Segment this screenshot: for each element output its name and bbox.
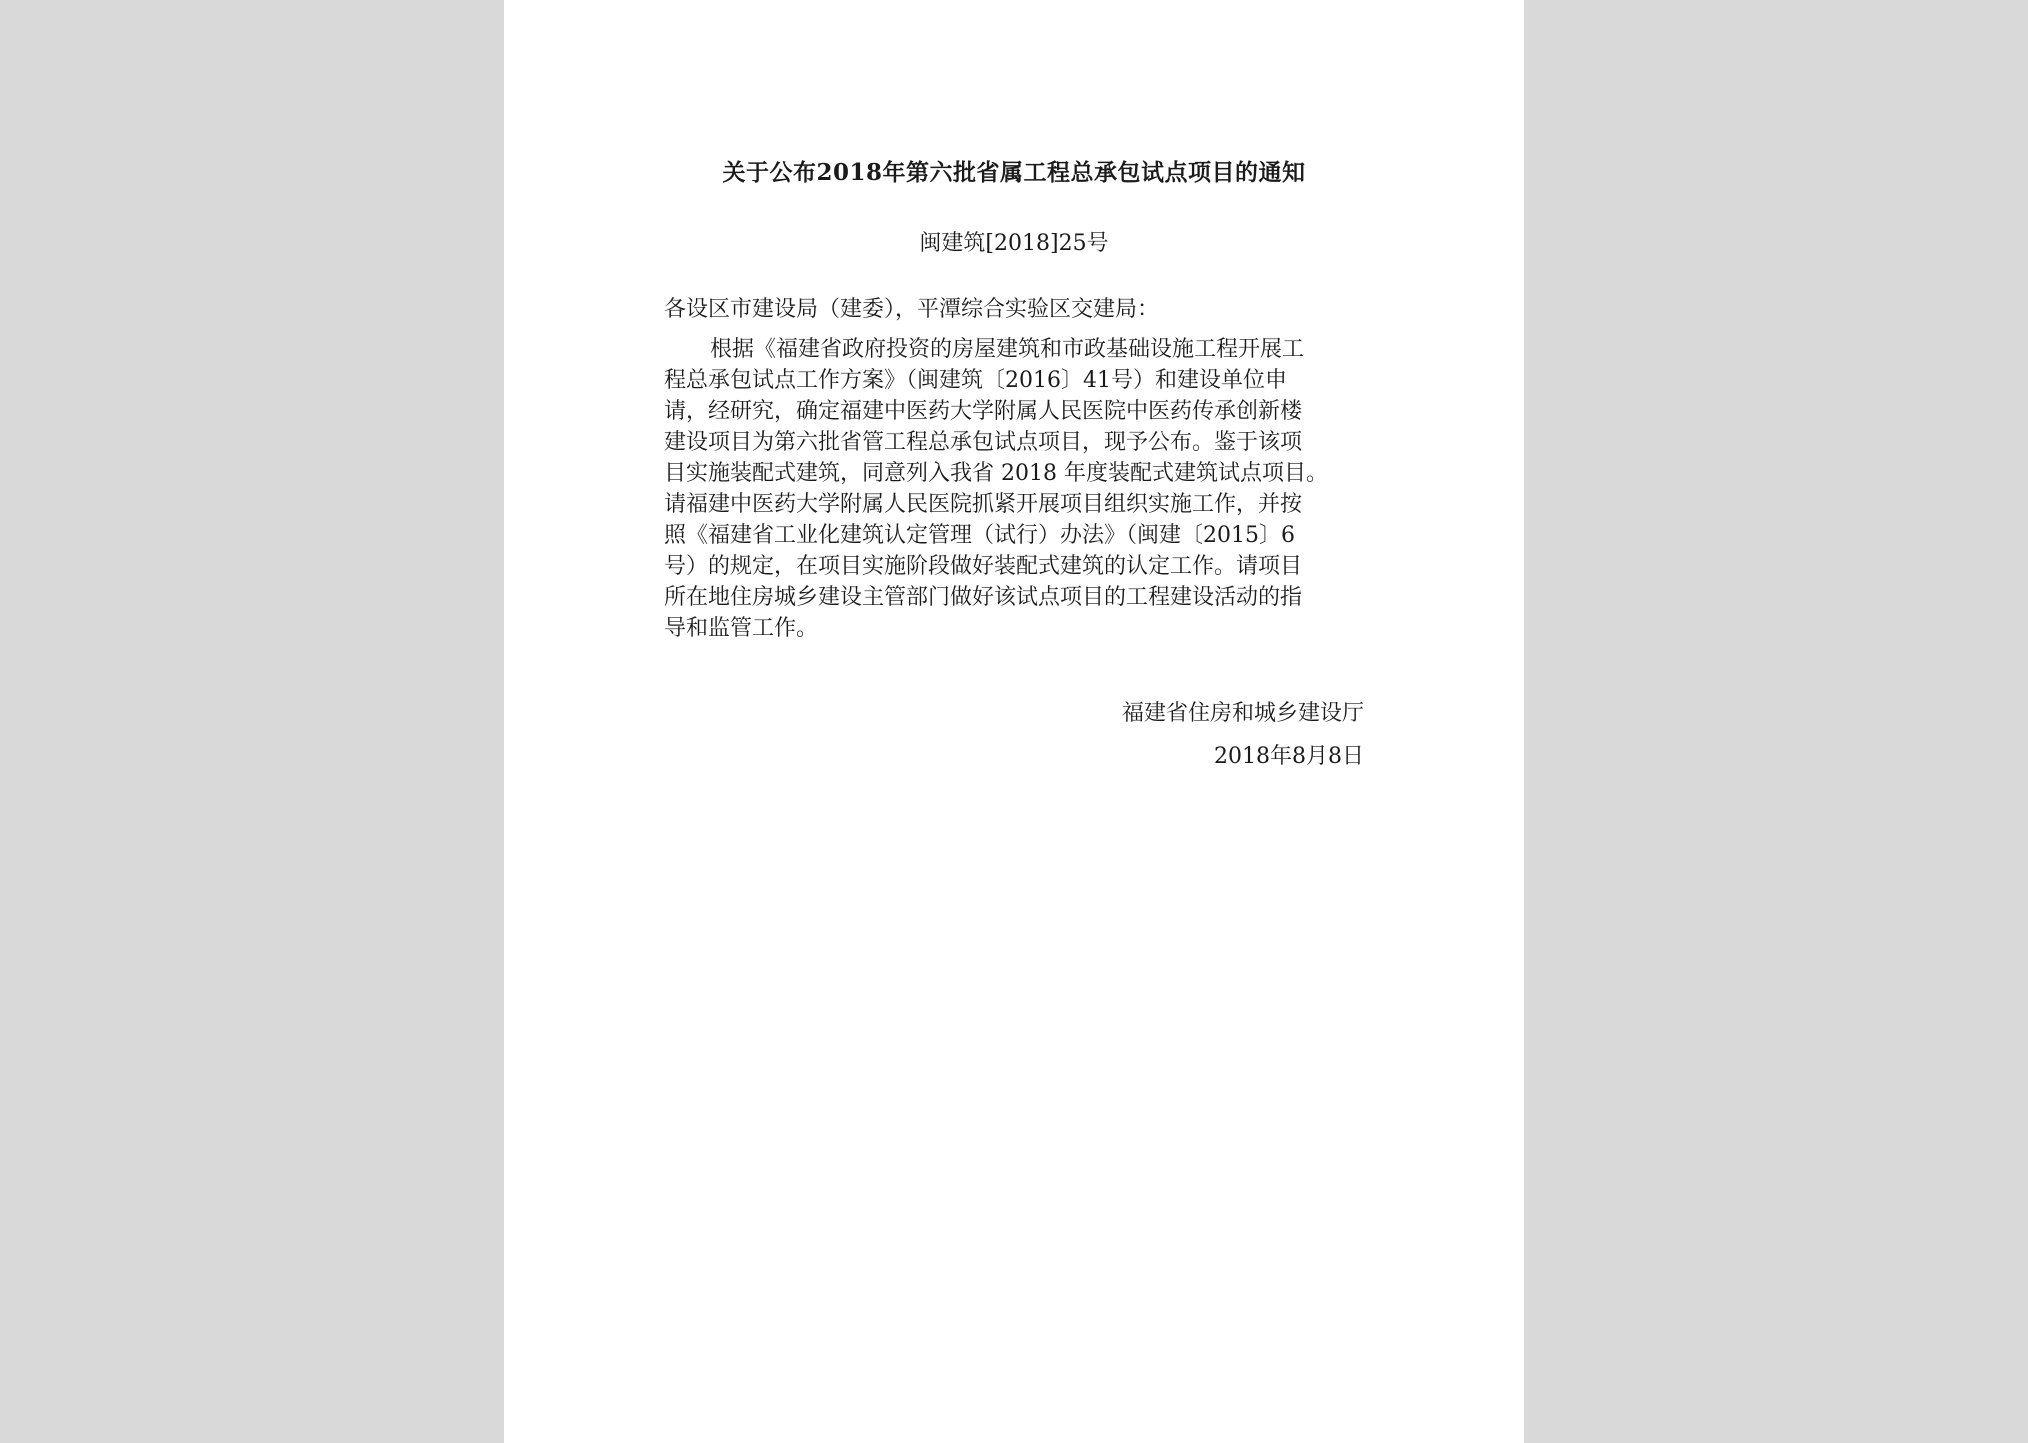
body-line: 请福建中医药大学附属人民医院抓紧开展项目组织实施工作，并按 <box>664 492 1303 517</box>
body-line: 请，经研究，确定福建中医药大学附属人民医院中医药传承创新楼 <box>664 399 1303 424</box>
body-text <box>664 334 1384 644</box>
body-line: 号）的规定，在项目实施阶段做好装配式建筑的认定工作。请项目 <box>664 554 1303 579</box>
document-page <box>504 0 1524 1443</box>
document-title: 关于公布2018年第六批省属工程总承包试点项目的通知 <box>722 159 1306 186</box>
body-line: 所在地住房城乡建设主管部门做好该试点项目的工程建设活动的指 <box>664 585 1303 610</box>
body-line: 照《福建省工业化建筑认定管理（试行）办法》（闽建〔2015〕6 <box>664 523 1295 548</box>
issue-date: 2018年8月8日 <box>1214 744 1364 769</box>
body-line: 程总承包试点工作方案》（闽建筑〔2016〕41号）和建设单位申 <box>664 368 1287 393</box>
body-line: 根据《福建省政府投资的房屋建筑和市政基础设施工程开展工 <box>710 337 1305 362</box>
issuer-name: 福建省住房和城乡建设厅 <box>1121 701 1364 726</box>
salutation: 各设区市建设局（建委），平潭综合实验区交建局： <box>664 297 1160 322</box>
body-line: 导和监管工作。 <box>664 616 819 641</box>
document-number: 闽建筑[2018]25号 <box>919 231 1109 256</box>
body-line: 建设项目为第六批省管工程总承包试点项目，现予公布。鉴于该项 <box>664 430 1303 455</box>
body-line: 目实施装配式建筑，同意列入我省 2018 年度装配式建筑试点项目。 <box>664 461 1328 486</box>
signature-block <box>504 692 1364 778</box>
